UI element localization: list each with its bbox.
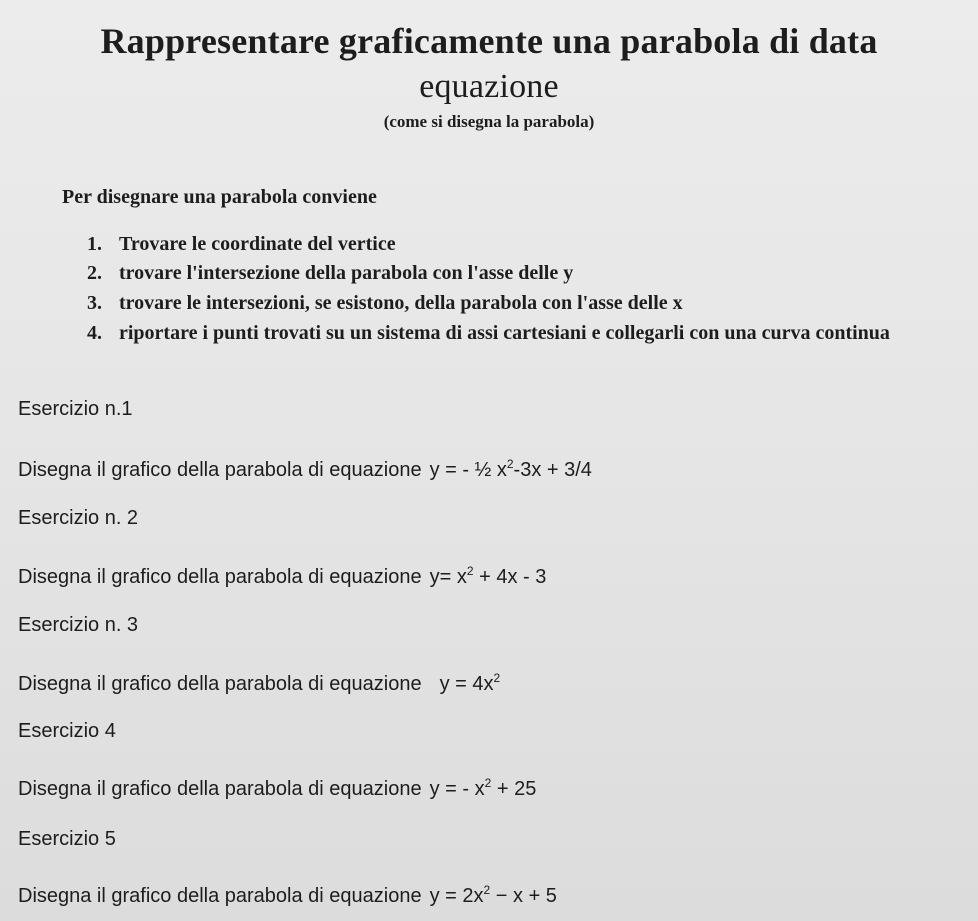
equation-base: y= x — [429, 566, 467, 588]
exercise-prompt: Disegna il grafico della parabola di equazione — [18, 885, 422, 907]
exercise-prompt: Disegna il grafico della parabola di equazione — [18, 673, 422, 695]
equation-exponent: 2 — [493, 671, 501, 685]
page-subtitle: (come si disegna la parabola) — [383, 112, 595, 131]
step-item — [87, 233, 947, 255]
step-text: trovare le intersezioni, se esistono, della parabola con l'asse delle x — [119, 292, 683, 314]
equation-base: y = 2x — [429, 885, 484, 907]
step-number: 2. — [87, 262, 102, 284]
exercise-5-label: Esercizio 5 — [18, 828, 116, 850]
page-title-line1: Rappresentare graficamente una parabola di data — [100, 21, 878, 61]
equation — [430, 459, 592, 481]
exercise-4-text — [18, 778, 536, 801]
equation-base: y = 4x — [439, 673, 494, 695]
step-item — [87, 262, 947, 284]
equation-exponent: 2 — [484, 776, 492, 790]
exercise-prompt: Disegna il grafico della parabola di equazione — [18, 459, 422, 481]
exercise-1-label: Esercizio n.1 — [18, 398, 133, 420]
exercise-prompt: Disegna il grafico della parabola di equazione — [18, 566, 422, 588]
equation — [440, 673, 501, 695]
equation — [430, 566, 547, 588]
step-number: 4. — [87, 322, 102, 344]
exercise-prompt: Disegna il grafico della parabola di equazione — [18, 778, 422, 800]
exercise-5-text — [18, 885, 557, 908]
equation-rest: − x + 5 — [490, 885, 557, 907]
equation-base: y = - x — [429, 778, 485, 800]
equation-rest: + 25 — [491, 778, 537, 800]
step-text: riportare i punti trovati su un sistema di assi cartesiani e collegarli con una curva continua — [119, 322, 890, 344]
equation-exponent: 2 — [506, 457, 514, 471]
exercise-2-label: Esercizio n. 2 — [18, 507, 139, 529]
steps-list — [87, 233, 947, 352]
intro-text: Per disegnare una parabola conviene — [62, 186, 377, 208]
page-title-line2: equazione — [419, 68, 559, 105]
step-item — [87, 292, 947, 314]
equation-exponent: 2 — [483, 883, 491, 897]
exercise-3-label: Esercizio n. 3 — [18, 614, 139, 636]
exercise-2-text — [18, 566, 546, 589]
equation-rest: -3x + 3/4 — [513, 459, 592, 481]
equation-rest: + 4x - 3 — [473, 566, 547, 588]
equation — [430, 778, 537, 800]
equation-base: y = - ½ x — [429, 459, 507, 481]
step-number: 1. — [87, 233, 102, 255]
step-text: trovare l'intersezione della parabola con l'asse delle y — [119, 262, 574, 284]
equation — [430, 885, 557, 907]
exercise-3-text — [18, 673, 500, 696]
exercise-4-label: Esercizio 4 — [18, 720, 116, 742]
step-number: 3. — [87, 292, 102, 314]
exercise-1-text — [18, 459, 592, 482]
equation-exponent: 2 — [466, 564, 474, 578]
step-text: Trovare le coordinate del vertice — [119, 233, 396, 255]
step-item — [87, 322, 947, 344]
